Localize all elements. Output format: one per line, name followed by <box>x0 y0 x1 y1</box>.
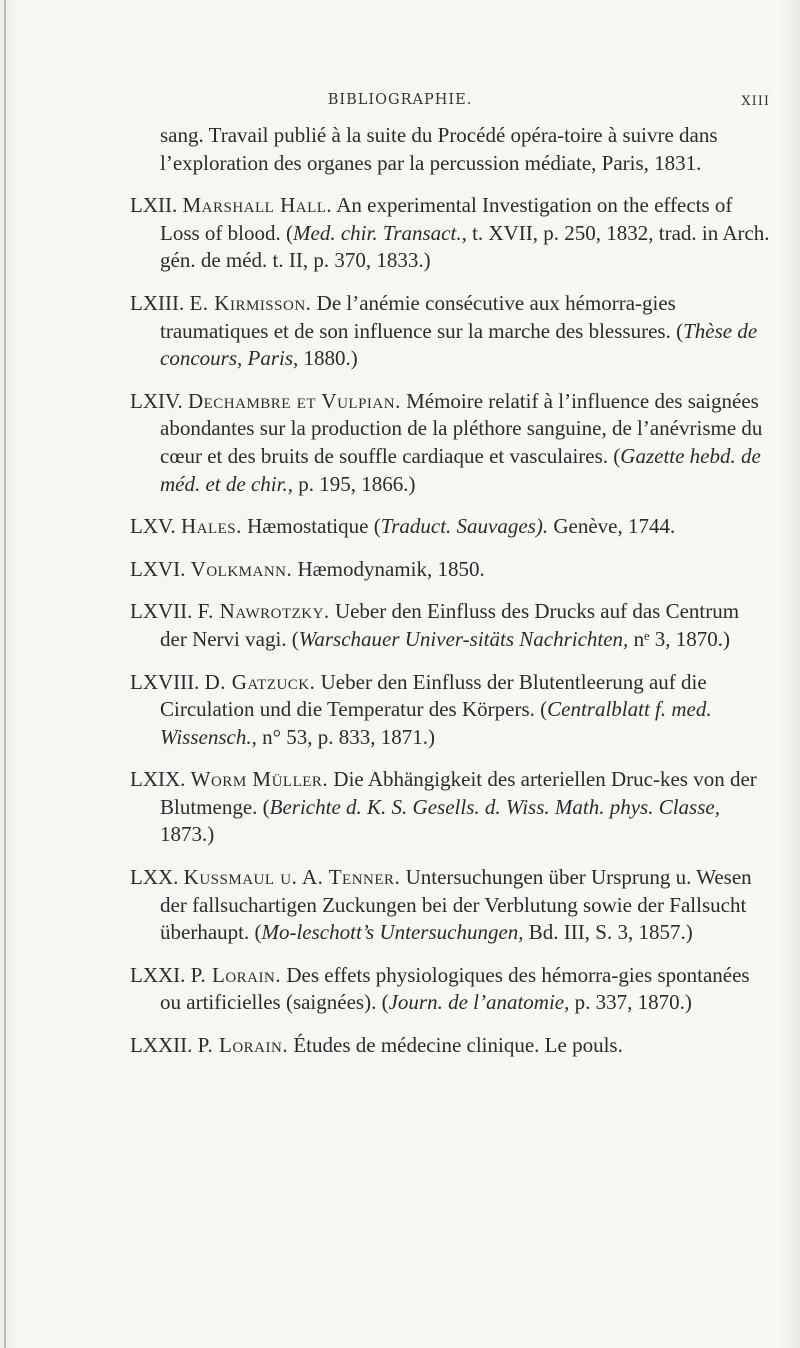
entry-text: Études de médecine clinique. Le pouls. <box>288 1033 623 1058</box>
entry-number: LXVI. <box>130 556 186 581</box>
running-header <box>0 92 800 112</box>
bibliography-entry <box>130 192 770 275</box>
bibliography-entry <box>130 766 770 849</box>
bibliography-list <box>130 122 770 1075</box>
entry-text: Hæmodynamik, 1850. <box>292 556 485 581</box>
entry-number: LXXII. <box>130 1033 193 1058</box>
entry-number: LXII. <box>130 193 178 218</box>
header-title: BIBLIOGRAPHIE. <box>327 92 473 108</box>
entry-author: F. Nawrotzky. <box>197 599 330 624</box>
bibliography-entry <box>130 388 770 498</box>
entry-tail: t. XVII, p. 250, 1832, trad. in Arch. gén. de méd. t. II, p. 370, 1833.) <box>160 220 770 273</box>
entry-text: An experimental Investigation on the effects of Loss of blood. ( <box>160 193 733 245</box>
bibliography-entry <box>130 962 770 1017</box>
entry-author: D. Gatzuck. <box>204 669 316 694</box>
entry-author: P. Lorain. <box>190 962 282 987</box>
entry-tail: Genève, 1744. <box>548 514 676 539</box>
entry-author: E. Kirmisson. <box>189 290 312 315</box>
entry-text: Untersuchungen über Ursprung u. Wesen der fallsuchartigen Zuckungen bei der Verblutung sowie der Fallsucht überhaupt. ( <box>160 865 752 945</box>
entry-source: Traduct. Sauvages). <box>380 514 549 539</box>
bibliography-entry <box>130 122 770 177</box>
entry-number: LXIII. <box>130 290 185 315</box>
entry-text: Des effets physiologiques des hémorra-gies spontanées ou artificielles (saignées). ( <box>160 962 750 1015</box>
entry-text: De l’anémie consécutive aux hémorra-gies traumatiques et de son influence sur la marche des blessures. ( <box>160 290 684 343</box>
entry-source: Journ. de l’anatomie, <box>388 990 570 1015</box>
entry-author: Hales. <box>180 514 242 539</box>
entry-author: Dechambre et Vulpian. <box>187 388 401 413</box>
entry-source: Med. chir. Transact., <box>293 220 467 245</box>
entry-number: LXV. <box>130 514 176 539</box>
entry-author: Kussmaul u. A. Tenner. <box>183 865 401 890</box>
entry-source: Centralblatt f. med. Wissensch., <box>160 697 712 749</box>
entry-text: Ueber den Einfluss der Blutentleerung auf die Circulation und die Temperatur des Körpers. ( <box>160 669 707 722</box>
entry-number: LXVIII. <box>130 669 200 694</box>
entry-text: Mémoire relatif à l’influence des saignées abondantes sur la production de la pléthore sanguine, de l’anévrisme du cœur et des bruits de souffle cardiaque et vasculaires. ( <box>160 388 763 468</box>
bibliography-entry <box>130 598 770 653</box>
bibliography-entry <box>130 1032 770 1060</box>
bibliography-entry <box>130 513 770 541</box>
entry-author: Worm Müller. <box>190 767 329 792</box>
entry-source: Berichte d. K. S. Gesells. d. Wiss. Math. phys. Classe, <box>269 794 720 819</box>
entry-text: Hæmostatique ( <box>241 514 381 539</box>
entry-tail: 1880.) <box>298 346 358 371</box>
entry-source: Thèse de concours, Paris, <box>160 318 758 371</box>
bibliography-entry <box>130 556 770 584</box>
bibliography-entry <box>130 669 770 752</box>
entry-tail: p. 337, 1870.) <box>569 990 692 1015</box>
entry-text: Ueber den Einfluss des Drucks auf das Centrum der Nervi vagi. ( <box>160 599 740 651</box>
entry-author: Volkmann. <box>190 556 293 581</box>
entry-author: Marshall Hall. <box>182 193 333 218</box>
bibliography-entry <box>130 290 770 373</box>
entry-tail: Bd. III, S. 3, 1857.) <box>523 920 693 945</box>
entry-number: LXX. <box>130 865 179 890</box>
bibliography-entry <box>130 864 770 947</box>
entry-tail: nᵉ 3, 1870.) <box>628 626 730 651</box>
entry-source: Gazette hebd. de méd. et de chir., <box>160 443 761 496</box>
entry-tail: n° 53, p. 833, 1871.) <box>256 724 435 749</box>
entry-number: LXIX. <box>130 767 186 792</box>
entry-source: Mo-leschott’s Untersuchungen, <box>261 920 524 945</box>
entry-number: LXXI. <box>130 962 186 987</box>
entry-number: LXVII. <box>130 599 193 624</box>
entry-text: Die Abhängigkeit des arteriellen Druc-kes von der Blutmenge. ( <box>160 767 757 819</box>
entry-text: sang. Travail publié à la suite du Procédé opéra-toire à suivre dans l’exploration des organes par la percussion médiate, Paris, 1831. <box>160 123 718 175</box>
entry-author: P. Lorain. <box>197 1033 289 1058</box>
entry-source: Warschauer Univer-sitäts Nachrichten, <box>298 626 629 651</box>
entry-number: LXIV. <box>130 388 183 413</box>
page-number: XIII <box>741 94 770 109</box>
entry-tail: p. 195, 1866.) <box>292 471 416 496</box>
page-edge-shadow <box>4 0 6 1348</box>
entry-tail: 1873.) <box>160 822 215 847</box>
